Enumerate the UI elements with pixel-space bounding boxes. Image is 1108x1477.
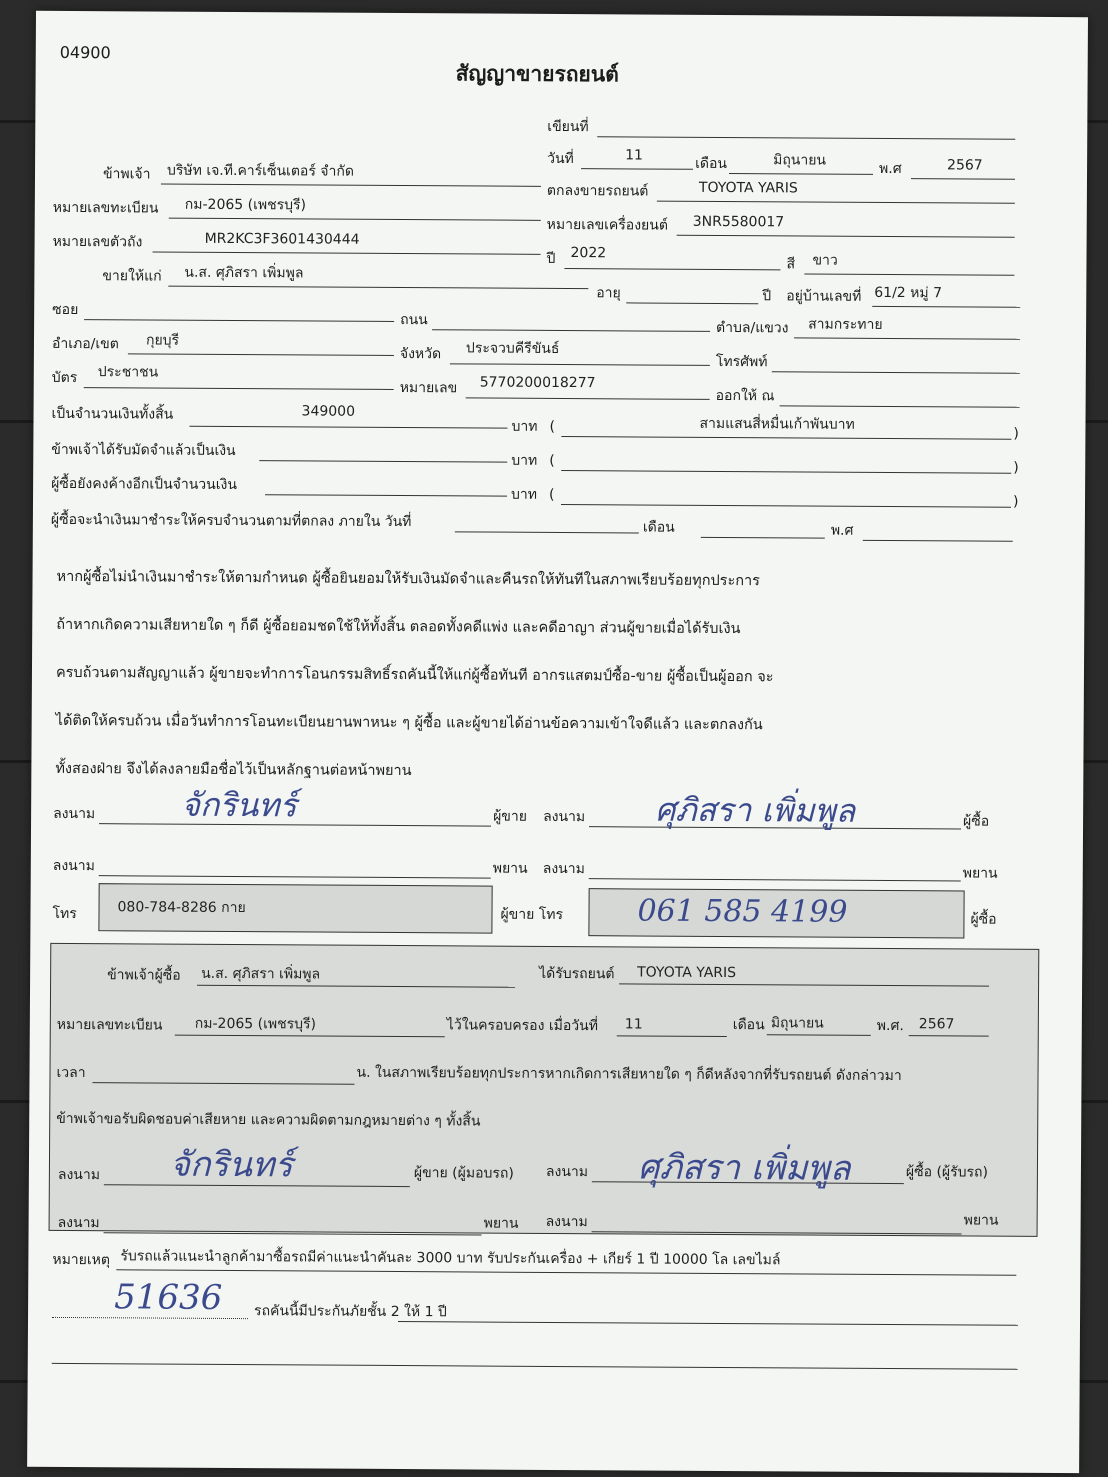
remarks-text: รับรถแล้วแนะนำลูกค้ามาซื้อรถมีค่าแนะนำคันละ 3000 บาท รับประกันเครื่อง + เกียร์ 1 ปี 10000 โล เลขไมล์ bbox=[120, 1248, 781, 1269]
witness2-sign-label: ลงนาม bbox=[542, 860, 585, 878]
receipt-received-car-label: ได้รับรถยนต์ bbox=[539, 965, 615, 983]
receipt-month-label: เดือน bbox=[732, 1017, 765, 1034]
seller-phone-value: 080-784-8286 กาย bbox=[117, 899, 246, 917]
remarks-line-2 bbox=[398, 1321, 1018, 1326]
receipt-time-line bbox=[92, 1082, 354, 1085]
document-title: สัญญาขายรถยนต์ bbox=[455, 61, 619, 87]
card-number-label: หมายเลข bbox=[399, 380, 458, 397]
seller-signature: จักรินทร์ bbox=[181, 785, 297, 825]
mileage-handwritten: 51636 bbox=[114, 1277, 223, 1318]
terms-line-2: ถ้าหากเกิดความเสียหายใด ๆ ก็ดี ผู้ซื้อยอมชดใช้ให้ทั้งสิ้น ตลอดทั้งคดีแพ่ง และคดีอาญา ส่วนผู้ขายเมื่อได้รับเงิน bbox=[56, 616, 741, 638]
remaining-paren-open: ( bbox=[549, 486, 555, 503]
receipt-clause1: น. ในสภาพเรียบร้อยทุกประการหากเกิดการเสียหายใด ๆ ก็ดีหลังจากที่รับรถยนต์ ดังกล่าวมา bbox=[356, 1064, 902, 1085]
total-amount-value: 349000 bbox=[301, 403, 356, 420]
car-model-line bbox=[657, 201, 1015, 204]
remaining-label: ผู้ซื้อยังคงค้างอีกเป็นจำนวนเงิน bbox=[51, 475, 237, 494]
car-model-value: TOYOTA YARIS bbox=[698, 179, 798, 197]
year-be-line bbox=[911, 178, 1015, 180]
remarks-line-1 bbox=[116, 1269, 1016, 1275]
pay-by-label: ผู้ซื้อจะนำเงินมาชำระให้ครบจำนวนตามที่ตกลง ภายใน วันที่ bbox=[50, 511, 412, 531]
card-type-line bbox=[84, 387, 394, 390]
receipt-month: มิถุนายน bbox=[770, 1015, 824, 1032]
province-value: ประจวบคีรีขันธ์ bbox=[465, 340, 560, 357]
seller-name-value: บริษัท เจ.ที.คาร์เซ็นเตอร์ จำกัด bbox=[166, 162, 355, 180]
phone-line bbox=[772, 371, 1020, 374]
date-label: วันที่ bbox=[547, 150, 574, 168]
engine-no-line bbox=[677, 235, 1015, 238]
buyer-sign-role: ผู้ซื้อ bbox=[963, 813, 990, 830]
seller-name-line bbox=[161, 184, 541, 187]
receipt-year-line bbox=[909, 1035, 989, 1036]
i-label: ข้าพเจ้า bbox=[102, 166, 151, 183]
house-no-line bbox=[872, 306, 1020, 308]
soi-line bbox=[84, 319, 394, 322]
pay-by-month-line bbox=[701, 537, 825, 539]
document-number: 04900 bbox=[59, 42, 111, 63]
witness1-sign-line bbox=[99, 875, 491, 878]
chassis-no-value: MR2KC3F3601430444 bbox=[204, 230, 360, 248]
receipt-date-line bbox=[617, 1035, 727, 1037]
road-label: ถนน bbox=[400, 312, 428, 329]
terms-line-3: ครบถ้วนตามสัญญาแล้ว ผู้ขายจะทำการโอนกรรมสิทธิ์รถคันนี้ให้แก่ผู้ซื้อทันที อากรแสตมป์ซื้อ-ขาย ผู้ซื้อเป็นผู้ออก จะ bbox=[55, 664, 774, 686]
receipt-seller-sign-label: ลงนาม bbox=[57, 1166, 101, 1184]
buyer-phone-box bbox=[588, 888, 964, 938]
total-amount-text: สามแสนสี่หมื่นเก้าพันบาท bbox=[699, 415, 855, 433]
deposit-label: ข้าพเจ้าได้รับมัดจำแล้วเป็นเงิน bbox=[51, 441, 236, 460]
year-label: ปี bbox=[546, 250, 556, 267]
receipt-witness2-label: ลงนาม bbox=[545, 1213, 588, 1231]
witness1-role: พยาน bbox=[492, 860, 528, 877]
seller-sign-role: ผู้ขาย bbox=[493, 808, 527, 825]
buyer-phone-handwritten: 061 585 4199 bbox=[637, 893, 848, 930]
deposit-paren-open: ( bbox=[549, 452, 555, 469]
seller-sign-label: ลงนาม bbox=[53, 805, 96, 823]
remaining-text-line bbox=[561, 504, 1011, 508]
age-line bbox=[626, 302, 758, 304]
remaining-paren-close: ) bbox=[1012, 493, 1019, 510]
subdistrict-line bbox=[794, 337, 1020, 339]
seller-tel-label: ผู้ขาย โทร bbox=[500, 906, 564, 924]
buyer-name-line bbox=[168, 286, 588, 290]
witness2-sign-line bbox=[589, 878, 961, 881]
deposit-baht-label: บาท bbox=[511, 452, 538, 469]
month-label: เดือน bbox=[695, 155, 727, 173]
receipt-seller-signature: จักรินทร์ bbox=[169, 1144, 293, 1186]
subdistrict-value: สามกระทาย bbox=[808, 316, 883, 333]
reg-no-label: หมายเลขทะเบียน bbox=[52, 199, 159, 217]
pay-by-year-line bbox=[863, 540, 1013, 542]
buyer-name-value: น.ส. ศุภิสรา เพิ่มพูล bbox=[184, 264, 304, 282]
receipt-date: 11 bbox=[624, 1016, 643, 1033]
terms-line-1: หากผู้ซื้อไม่นำเงินมาชำระให้ตามกำหนด ผู้ซื้อยินยอมให้รับเงินมัดจำและคืนรถให้ทันทีในสภาพเรียบร้อยทุกประการ bbox=[56, 568, 761, 590]
district-label: อำเภอ/เขต bbox=[51, 335, 119, 353]
insurance-text: รถคันนี้มีประกันภัยชั้น 2 ให้ 1 ปี bbox=[254, 1303, 447, 1321]
sell-to-label: ขายให้แก่ bbox=[102, 268, 162, 285]
chassis-no-line bbox=[153, 252, 541, 255]
deposit-text-line bbox=[561, 470, 1011, 474]
house-no-value: 61/2 หมู่ 7 bbox=[874, 284, 943, 302]
card-label: บัตร bbox=[51, 369, 78, 387]
written-at-line bbox=[597, 136, 1015, 140]
car-year-line bbox=[564, 268, 780, 270]
receipt-buyer-line bbox=[197, 985, 515, 988]
province-line bbox=[450, 363, 710, 366]
total-amount-label: เป็นจำนวนเงินทั้งสิ้น bbox=[51, 405, 174, 423]
card-number-value: 5770200018277 bbox=[479, 374, 596, 392]
card-type-value: ประชาชน bbox=[97, 364, 159, 381]
receipt-reg-no: กม-2065 (เพชรบุรี) bbox=[194, 1015, 317, 1033]
card-number-line bbox=[466, 397, 710, 399]
date-line bbox=[581, 168, 693, 170]
phone-label: โทรศัพท์ bbox=[715, 353, 768, 371]
soi-label: ซอย bbox=[52, 301, 79, 319]
receipt-clause2: ข้าพเจ้าขอรับผิดชอบค่าเสียหาย และความผิดตามกฎหมายต่าง ๆ ทั้งสิ้น bbox=[56, 1110, 481, 1130]
road-line bbox=[432, 329, 710, 332]
receipt-possession-label: ไว้ในครอบครอง เมื่อวันที่ bbox=[446, 1017, 599, 1035]
pay-by-year-label: พ.ศ bbox=[830, 522, 854, 539]
years-label: ปี bbox=[762, 288, 772, 305]
year-be-value: 2567 bbox=[947, 157, 983, 174]
reg-no-value: กม-2065 (เพชรบุรี) bbox=[184, 196, 307, 214]
age-label: อายุ bbox=[596, 285, 621, 302]
address-label: อยู่บ้านเลขที่ bbox=[786, 288, 862, 305]
engine-no-label: หมายเลขเครื่องยนต์ bbox=[546, 216, 669, 234]
month-value: มิถุนายน bbox=[773, 152, 827, 169]
receipt-buyer-signature: ศุภิสรา เพิ่มพูล bbox=[637, 1147, 851, 1189]
seller-phone-box bbox=[98, 883, 492, 933]
total-paren-close: ) bbox=[1013, 425, 1019, 442]
receipt-buyer-role: ผู้ซื้อ (ผู้รับรถ) bbox=[905, 1164, 989, 1181]
receipt-buyer-name: น.ส. ศุภิสรา เพิ่มพูล bbox=[201, 965, 321, 983]
agree-sell-label: ตกลงขายรถยนต์ bbox=[546, 182, 649, 200]
receipt-reg-line bbox=[175, 1035, 445, 1038]
remarks-label: หมายเหตุ bbox=[52, 1251, 111, 1269]
receipt-witness1-role: พยาน bbox=[483, 1215, 519, 1232]
color-line bbox=[804, 273, 1014, 275]
pay-by-month-label: เดือน bbox=[642, 519, 675, 536]
district-line bbox=[128, 353, 394, 356]
receipt-reg-label: หมายเลขทะเบียน bbox=[56, 1016, 163, 1034]
remarks-line-3 bbox=[52, 1363, 1018, 1370]
written-at-label: เขียนที่ bbox=[547, 118, 589, 136]
total-amount-line bbox=[189, 426, 507, 429]
province-label: จังหวัด bbox=[399, 346, 442, 363]
subdistrict-label: ตำบล/แขวง bbox=[716, 319, 789, 337]
receipt-buyer-sign-label: ลงนาม bbox=[545, 1163, 589, 1181]
receipt-i-buyer-label: ข้าพเจ้าผู้ซื้อ bbox=[107, 967, 181, 984]
terms-line-5: ทั้งสองฝ่าย จึงได้ลงลายมือชื่อไว้เป็นหลักฐานต่อหน้าพยาน bbox=[55, 760, 412, 780]
receipt-witness2-role: พยาน bbox=[963, 1212, 999, 1229]
date-value: 11 bbox=[625, 147, 644, 164]
buyer-signature: ศุภิสรา เพิ่มพูล bbox=[655, 790, 856, 830]
car-receipt-section bbox=[49, 943, 1040, 1237]
remaining-baht-label: บาท bbox=[511, 486, 538, 503]
total-baht-label: บาท bbox=[511, 418, 538, 435]
pay-by-date-line bbox=[455, 531, 639, 533]
chassis-no-label: หมายเลขตัวถัง bbox=[52, 233, 143, 251]
receipt-witness1-label: ลงนาม bbox=[57, 1214, 100, 1232]
terms-line-4: ได้ติดให้ครบถ้วน เมื่อวันทำการโอนทะเบียนยานพาหนะ ๆ ผู้ซื้อ และผู้ขายได้อ่านข้อความเข้าใจดีแล้ว และตกลงกัน bbox=[55, 712, 763, 734]
color-label: สี bbox=[786, 256, 796, 273]
deposit-paren-close: ) bbox=[1013, 459, 1019, 476]
contract-paper bbox=[27, 11, 1088, 1473]
mileage-dotted-line bbox=[52, 1317, 248, 1319]
receipt-seller-role: ผู้ขาย (ผู้มอบรถ) bbox=[413, 1165, 514, 1182]
receipt-witness2-line bbox=[592, 1231, 962, 1234]
receipt-time-label: เวลา bbox=[56, 1064, 86, 1082]
tel-label: โทร bbox=[52, 905, 77, 923]
issued-at-line bbox=[780, 405, 1020, 407]
remaining-line bbox=[265, 494, 507, 496]
receipt-witness1-line bbox=[104, 1232, 482, 1235]
receipt-year-label: พ.ศ. bbox=[876, 1017, 904, 1035]
year-be-label: พ.ศ bbox=[879, 160, 902, 178]
month-line bbox=[729, 173, 873, 175]
receipt-car-model: TOYOTA YARIS bbox=[637, 964, 737, 982]
color-value: ขาว bbox=[812, 252, 838, 269]
buyer-phone-role: ผู้ซื้อ bbox=[970, 911, 997, 928]
buyer-sign-label: ลงนาม bbox=[543, 808, 586, 826]
total-text-line bbox=[561, 436, 1011, 440]
witness1-sign-label: ลงนาม bbox=[52, 857, 95, 875]
receipt-year: 2567 bbox=[918, 1016, 955, 1033]
reg-no-line bbox=[169, 218, 541, 221]
issued-at-label: ออกให้ ณ bbox=[715, 387, 775, 405]
district-value: กุยบุรี bbox=[145, 332, 180, 349]
receipt-month-line bbox=[767, 1034, 871, 1036]
witness2-role: พยาน bbox=[962, 865, 998, 882]
total-paren-open: ( bbox=[549, 418, 555, 435]
engine-no-value: 3NR5580017 bbox=[692, 213, 785, 231]
car-year-value: 2022 bbox=[570, 245, 607, 262]
receipt-car-line bbox=[619, 983, 989, 986]
deposit-line bbox=[259, 460, 507, 463]
